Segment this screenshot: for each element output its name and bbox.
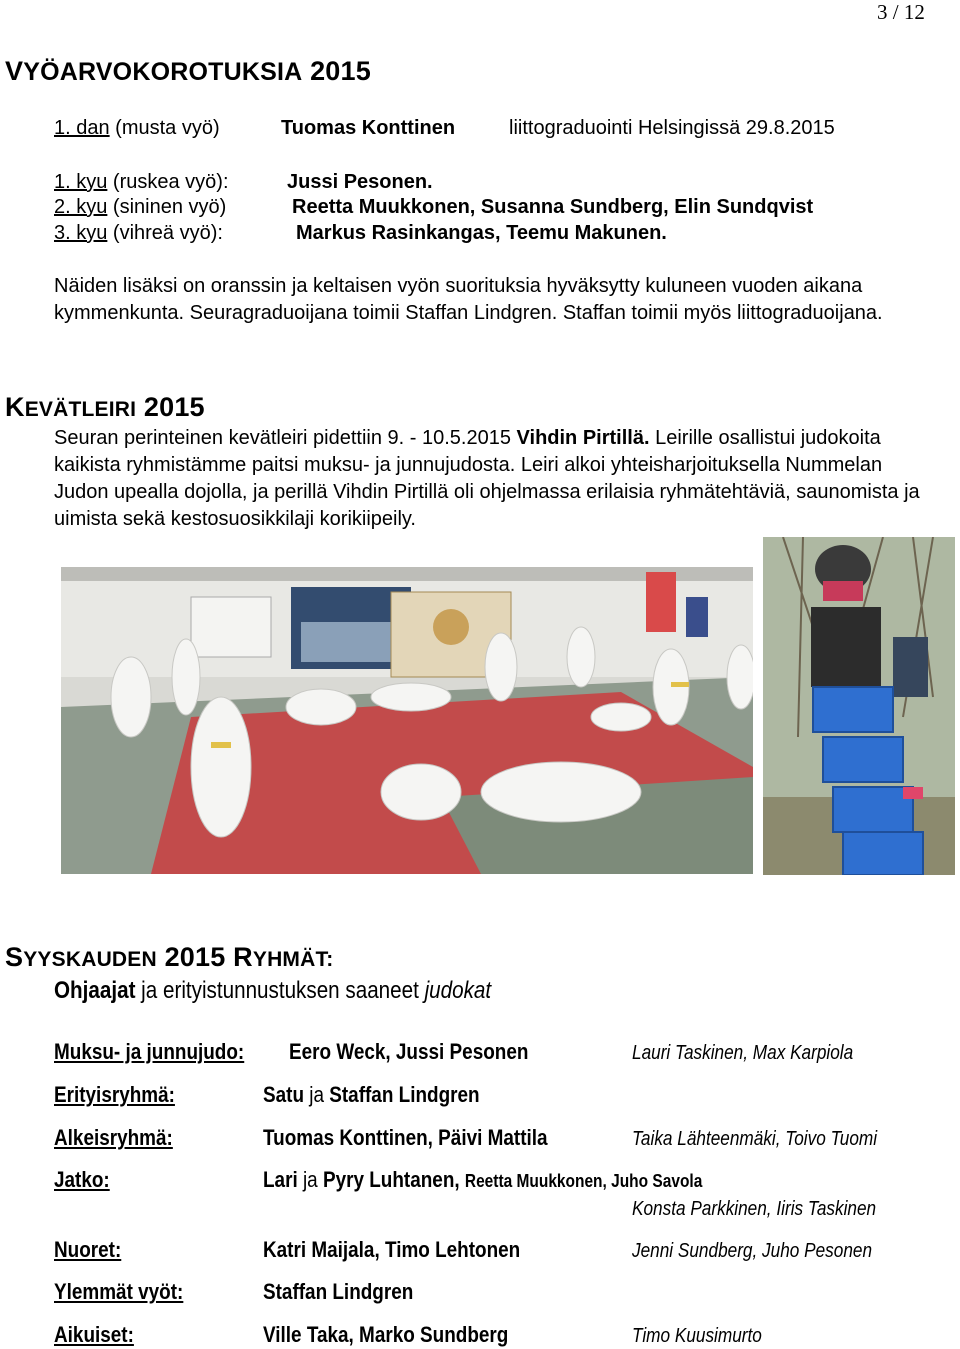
groups-title: SYYSKAUDEN 2015 RYHMÄT: <box>5 942 334 972</box>
page-number: 3 / 12 <box>877 0 925 24</box>
group-main-muksu: Eero Weck, Jussi Pesonen <box>289 1039 529 1064</box>
kyu1-belt: (ruskea vyö): <box>107 171 229 193</box>
group-label-erityis: Erityisryhmä: <box>54 1082 175 1107</box>
group-label-nuoret: Nuoret: <box>54 1237 122 1262</box>
spring-camp-text: Seuran perinteinen kevätleiri pidettiin 9. - 10.5.2015 Vihdin Pirtillä. Leirille osallistui judokoita kaikista ryhmistämme paitsi muksu- ja junnujudosta. Leiri alkoi yhteisharjoituksella Nummelan Judon upealla dojolla, ja perillä Vihdin Pirtillä oli ohjelmassa erilaisia ryhmätehtäviä, saunomista ja uimista sekä kestosuosikkilaji korikiipeily. <box>54 427 920 530</box>
group-assist-nuoret: Jenni Sundberg, Juho Pesonen <box>632 1240 873 1262</box>
climbing-photo <box>763 537 955 875</box>
group-assist-muksu: Lauri Taskinen, Max Karpiola <box>632 1042 854 1064</box>
group-label-alkeis: Alkeisryhmä: <box>54 1125 173 1150</box>
kyu3-belt: (vihreä vyö): <box>107 222 223 244</box>
groups-legend: Ohjaajat ja erityistunnustuksen saaneet judokat <box>54 977 492 1004</box>
group-main-nuoret: Katri Maijala, Timo Lehtonen <box>263 1237 521 1262</box>
group-label-muksu: Muksu- ja junnujudo: <box>54 1039 245 1064</box>
kyu3-names: Markus Rasinkangas, Teemu Makunen. <box>296 222 667 244</box>
group-label-ylemmat: Ylemmät vyöt: <box>54 1279 184 1304</box>
kyu2-names: Reetta Muukkonen, Susanna Sundberg, Elin Sundqvist <box>292 196 814 218</box>
kyu1-rank: 1. kyu <box>54 171 108 193</box>
kyu2-rank: 2. kyu <box>54 196 108 218</box>
group-main-aikuiset: Ville Taka, Marko Sundberg <box>263 1322 509 1347</box>
kyu2-belt: (sininen vyö) <box>107 196 227 218</box>
kyu3-row <box>54 222 223 245</box>
group-label-aikuiset: Aikuiset: <box>54 1322 134 1347</box>
group-main-alkeis: Tuomas Konttinen, Päivi Mattila <box>263 1125 548 1150</box>
group-main-erityis: Satu ja Staffan Lindgren <box>263 1082 480 1107</box>
dan-belt: (musta vyö) <box>109 117 220 139</box>
kyu1-names: Jussi Pesonen. <box>287 171 433 193</box>
dan-name: Tuomas Konttinen <box>281 117 456 139</box>
group-main-ylemmat: Staffan Lindgren <box>263 1279 414 1304</box>
spring-camp-title: KEVÄTLEIRI 2015 <box>5 392 205 422</box>
belt-paragraph: Näiden lisäksi on oranssin ja keltaisen vyön suorituksia hyväksytty kuluneen vuoden aikana kymmenkunta. Seuragraduoijana toimii Staffan Lindgren. Staffan toimii myös liittograduoijana. <box>54 275 883 324</box>
group-main-jatko: Lari ja Pyry Luhtanen, Reetta Muukkonen, Juho Savola <box>263 1167 703 1192</box>
group-assist-aikuiset: Timo Kuusimurto <box>632 1325 762 1347</box>
group-assist-jatko: Konsta Parkkinen, Iiris Taskinen <box>632 1198 877 1220</box>
group-label-jatko: Jatko: <box>54 1167 110 1192</box>
kyu1-row <box>54 171 229 194</box>
kyu2-row <box>54 196 226 219</box>
dojo-photo <box>61 567 753 874</box>
group-assist-alkeis: Taika Lähteenmäki, Toivo Tuomi <box>632 1128 878 1150</box>
belt-section-title: VYÖARVOKOROTUKSIA 2015 <box>5 56 371 86</box>
dan-note: liittograduointi Helsingissä 29.8.2015 <box>509 117 835 139</box>
kyu3-rank: 3. kyu <box>54 222 108 244</box>
dan-rank: 1. dan <box>54 117 110 139</box>
dan-row <box>54 117 220 140</box>
